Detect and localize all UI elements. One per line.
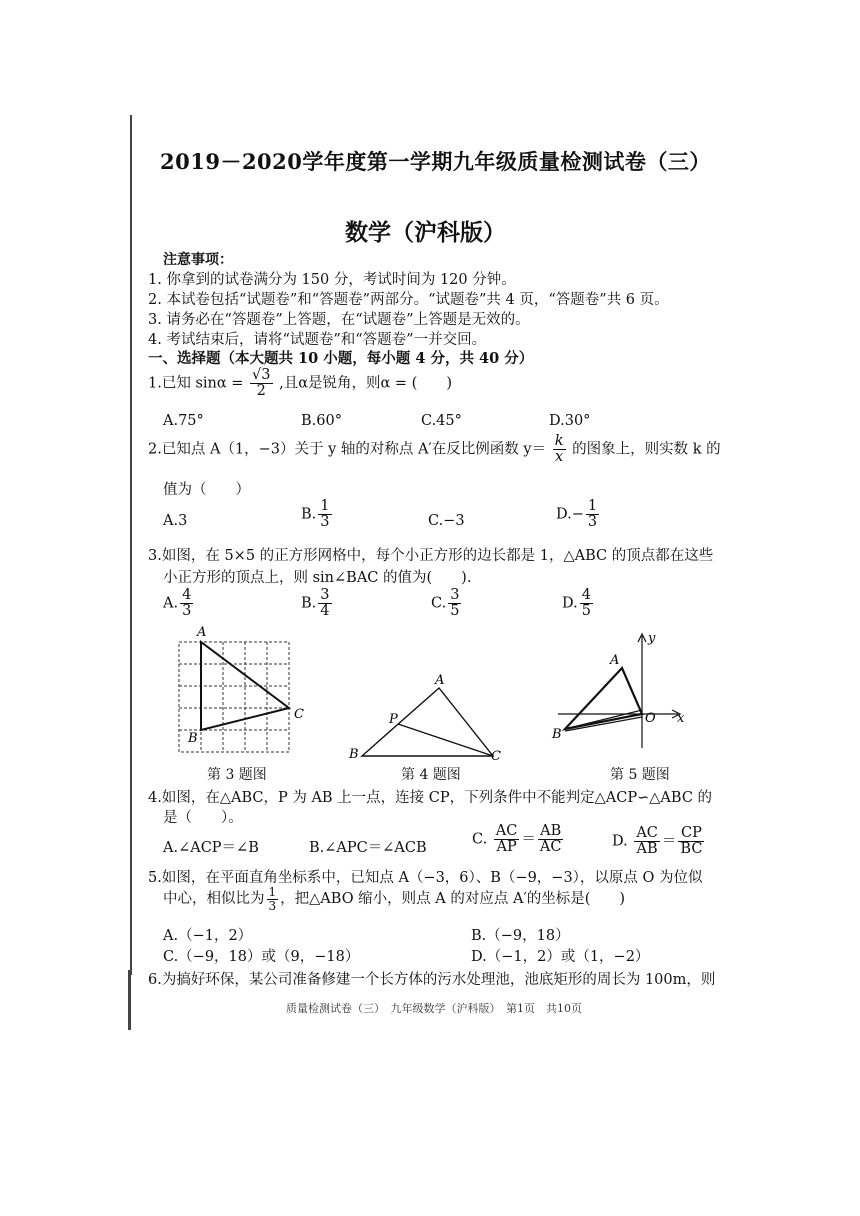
q1-option-d: D.30° <box>549 413 591 429</box>
q3-stem-line1: 3.如图，在 5×5 的正方形网格中，每个小正方形的边长都是 1，△ABC 的顶点都在这些 <box>148 548 714 564</box>
q2-option-d-label: D.− <box>556 506 584 523</box>
q3-option-a-frac <box>180 588 193 619</box>
q4-stem-line1: 4.如图，在△ABC，P 为 AB 上一点，连接 CP，下列条件中不能判定△ACP∽△ABC 的 <box>148 790 713 806</box>
question-2 <box>148 434 721 465</box>
q2-option-b-den: 3 <box>320 514 330 531</box>
q2-option-b-num: 1 <box>320 498 330 514</box>
fig5-label-a: A <box>610 653 620 668</box>
q3-option-a-den: 3 <box>182 603 192 620</box>
q3-option-d-num: 4 <box>581 587 591 603</box>
q4-option-a: A.∠ACP＝∠B <box>163 840 259 856</box>
subject-title: 数学（沪科版） <box>345 219 506 246</box>
q3-option-c-num: 3 <box>450 587 460 603</box>
q2-option-d-frac <box>586 499 599 530</box>
notice-heading: 注意事项： <box>163 252 233 268</box>
q2-option-a: A.3 <box>163 513 188 529</box>
q5-line2-pre: 中心，相似比为 <box>163 891 265 908</box>
page-footer: 质量检测试卷（三） 九年级数学（沪科版） 第1页 共10页 <box>286 1002 582 1015</box>
q5-stem-line2 <box>163 886 625 912</box>
q1-frac-num: √3 <box>252 367 271 383</box>
fig5-label-b: B <box>552 727 562 742</box>
q2-frac-den: x <box>555 449 564 466</box>
q4-option-d-frac1 <box>634 826 660 857</box>
q4-d-d1: AB <box>636 841 658 858</box>
q2-option-c: C.−3 <box>428 513 465 529</box>
q5-frac-den: 3 <box>268 898 277 913</box>
q3-option-a-num: 4 <box>182 587 192 603</box>
fig4-triangle <box>362 688 493 756</box>
q3-option-b-label: B. <box>301 595 317 612</box>
q4-option-d-label: D. <box>612 833 628 850</box>
fig4-label-c: C <box>491 749 501 764</box>
q2-option-d <box>556 499 601 530</box>
q3-option-b-frac <box>318 588 331 619</box>
q2-option-b-label: B. <box>301 506 317 523</box>
q4-c-eq: ＝ <box>521 831 536 848</box>
q3-option-b <box>301 588 334 619</box>
q2-option-b-frac <box>318 499 331 530</box>
q5-option-a: A.（−1，2） <box>163 928 253 944</box>
notice-item-1: 1. 你拿到的试卷满分为 150 分，考试时间为 120 分钟。 <box>148 272 516 288</box>
q3-option-c <box>431 588 463 619</box>
q4-option-d <box>612 826 706 857</box>
q5-option-b: B.（−9，18） <box>471 928 570 944</box>
figures-row <box>160 624 720 784</box>
q5-fraction <box>267 886 279 912</box>
q2-option-b <box>301 499 334 530</box>
q4-d-n2: CP <box>678 826 704 842</box>
question-1 <box>148 368 452 399</box>
q5-option-d: D.（−1，2）或（1，−2） <box>471 949 650 965</box>
q3-option-a <box>163 588 195 619</box>
fig3-label-c: C <box>294 707 304 722</box>
q1-stem-pre: 1.已知 sinα = <box>148 375 244 392</box>
q4-c-d1: AP <box>496 839 517 856</box>
q3-option-c-label: C. <box>431 595 447 612</box>
q3-option-d-frac <box>580 588 593 619</box>
q4-option-c <box>472 824 565 855</box>
fig5-label-y: y <box>648 631 656 646</box>
fig4-label-b: B <box>349 747 359 762</box>
binding-edge-line <box>130 115 132 975</box>
fig4-label-a: A <box>435 673 445 688</box>
q4-stem-line2: 是（ ）。 <box>163 810 243 826</box>
q3-stem-line2: 小正方形的顶点上，则 sin∠BAC 的值为( ). <box>163 570 472 586</box>
q2-stem-post: 的图象上，则实数 k 的 <box>572 441 721 458</box>
fig3-label-a: A <box>197 625 207 640</box>
fig5-axes <box>558 634 680 748</box>
q5-line2-post: ，把△ABO 缩小，则点 A 的对应点 A′的坐标是( ) <box>280 891 626 908</box>
q1-option-c: C.45° <box>421 413 462 429</box>
fig4-caption: 第 4 题图 <box>401 767 461 783</box>
q4-option-b: B.∠APC＝∠ACB <box>309 840 427 856</box>
notice-item-3: 3. 请务必在“答题卷”上答题，在“试题卷”上答题是无效的。 <box>148 312 530 328</box>
q4-option-d-frac2 <box>678 826 704 857</box>
fig5-label-o: O <box>645 711 656 726</box>
q4-c-d2: AC <box>539 839 562 856</box>
q3-option-c-den: 5 <box>450 603 460 620</box>
q3-option-c-frac <box>448 588 461 619</box>
q4-option-c-label: C. <box>472 831 488 848</box>
q5-frac-num: 1 <box>268 885 277 899</box>
q4-d-d2: BC <box>680 841 703 858</box>
q1-option-b: B.60° <box>301 413 342 429</box>
q1-option-a: A.75° <box>163 413 204 429</box>
q2-option-d-den: 3 <box>587 514 598 531</box>
q3-option-b-den: 4 <box>320 603 330 620</box>
q4-option-c-frac2 <box>538 824 564 855</box>
q2-fraction <box>553 434 566 465</box>
section-heading: 一、选择题（本大题共 10 小题，每小题 4 分，共 40 分） <box>148 350 534 367</box>
q1-stem-post: ,且α是锐角，则α = ( ) <box>279 375 452 392</box>
q2-stem-pre: 2.已知点 A（1，−3）关于 y 轴的对称点 A′在反比例函数 y＝ <box>148 441 547 458</box>
fig3-label-b: B <box>188 731 198 746</box>
q2-frac-num: k <box>554 433 564 449</box>
fig5-label-x: x <box>677 711 685 726</box>
q4-option-c-frac1 <box>494 824 520 855</box>
q3-option-d-label: D. <box>562 595 578 612</box>
notice-item-2: 2. 本试卷包括“试题卷”和“答题卷”两部分。“试题卷”共 4 页，“答题卷”共 6 页。 <box>148 292 669 308</box>
q1-frac-den: 2 <box>256 383 266 400</box>
q5-option-c: C.（−9，18）或（9，−18） <box>163 949 360 965</box>
fig5-caption: 第 5 题图 <box>610 767 670 783</box>
fig4-label-p: P <box>389 712 398 727</box>
q4-d-eq: ＝ <box>661 833 677 850</box>
q4-d-n1: AC <box>636 825 658 841</box>
q1-fraction <box>250 368 272 399</box>
q3-option-d <box>562 588 595 619</box>
q3-option-a-label: A. <box>163 595 179 612</box>
q3-option-b-num: 3 <box>320 587 330 603</box>
notice-item-4: 4. 考试结束后，请将“试题卷”和“答题卷”一并交回。 <box>148 332 487 348</box>
q4-c-n1: AC <box>495 823 518 839</box>
q2-stem-line2: 值为（ ） <box>163 482 250 498</box>
q4-c-n2: AB <box>538 824 564 840</box>
binding-edge-line-lower <box>128 970 131 1030</box>
fig5-triangles <box>565 668 642 731</box>
q5-stem-line1: 5.如图，在平面直角坐标系中，已知点 A（−3，6）、B（−9，−3），以原点 O 为位似 <box>148 870 703 886</box>
exam-title: 2019－2020学年度第一学期九年级质量检测试卷（三） <box>160 149 711 174</box>
q2-option-d-num: 1 <box>587 498 598 514</box>
q3-option-d-den: 5 <box>581 603 591 620</box>
q6-stem-line1: 6.为搞好环保，某公司准备修建一个长方体的污水处理池，池底矩形的周长为 100m，则 <box>148 972 716 988</box>
fig3-caption: 第 3 题图 <box>207 767 267 783</box>
